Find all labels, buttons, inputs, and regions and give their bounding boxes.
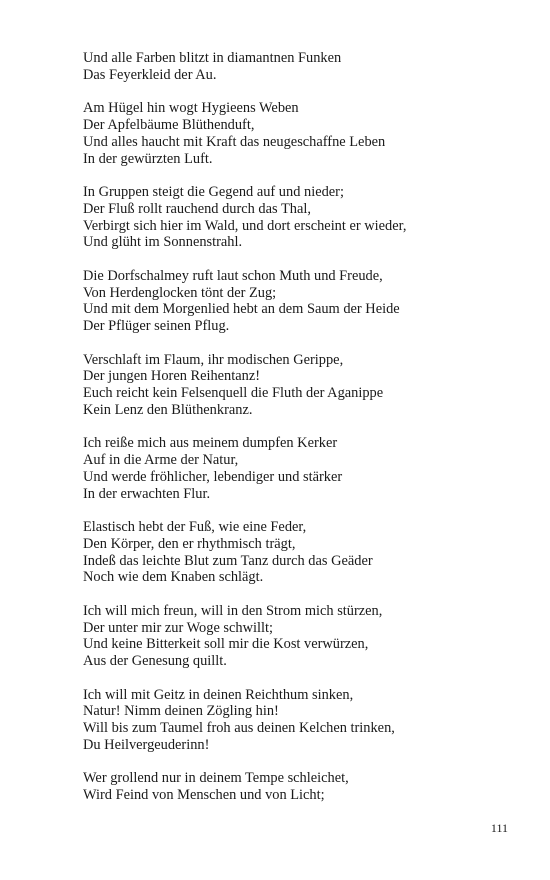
- stanza-2: [83, 100, 523, 167]
- poem-line: Natur! Nimm deinen Zögling hin!: [83, 703, 279, 720]
- poem-line: Kein Lenz den Blüthenkranz.: [83, 401, 253, 418]
- stanza-6: [83, 435, 523, 502]
- stanza-10: [83, 770, 523, 804]
- poem-line: Verschlaft im Flaum, ihr modischen Gerippe,: [83, 351, 344, 368]
- poem-line: Der Apfelbäume Blüthenduft,: [83, 116, 255, 133]
- poem-line: Und alles haucht mit Kraft das neugeschaffne Leben: [83, 133, 386, 150]
- poem-line: Auf in die Arme der Natur,: [83, 452, 239, 469]
- poem-line: Verbirgt sich hier im Wald, und dort erscheint er wieder,: [83, 217, 407, 234]
- poem-line: Der Pflüger seinen Pflug.: [83, 318, 230, 335]
- poem-line: Und keine Bitterkeit soll mir die Kost verwürzen,: [83, 636, 369, 653]
- stanza-1: [83, 50, 523, 84]
- poem-line: Ich reiße mich aus meinem dumpfen Kerker: [83, 435, 338, 452]
- poem-line: Von Herdenglocken tönt der Zug;: [83, 284, 277, 301]
- poem-line: Will bis zum Taumel froh aus deinen Kelchen trinken,: [83, 720, 395, 737]
- poem-line: Ich will mich freun, will in den Strom mich stürzen,: [83, 602, 383, 619]
- poem-line: Ich will mit Geitz in deinen Reichthum sinken,: [83, 686, 354, 703]
- poem-line: Und werde fröhlicher, lebendiger und stärker: [83, 468, 343, 485]
- poem-line: Der jungen Horen Reihentanz!: [83, 368, 261, 385]
- poem-line: Der Fluß rollt rauchend durch das Thal,: [83, 200, 311, 217]
- poem-line: Wird Feind von Menschen und von Licht;: [83, 787, 325, 804]
- stanza-9: [83, 687, 523, 754]
- stanza-3: [83, 184, 523, 251]
- poem-line: Aus der Genesung quillt.: [83, 653, 227, 670]
- poem-line: In der erwachten Flur.: [83, 485, 211, 502]
- poem-line: Indeß das leichte Blut zum Tanz durch das Geäder: [83, 552, 373, 569]
- poem-text: [83, 50, 523, 821]
- poem-line: Noch wie dem Knaben schlägt.: [83, 569, 264, 586]
- poem-line: Wer grollend nur in deinem Tempe schleichet,: [83, 770, 349, 787]
- poem-line: Und mit dem Morgenlied hebt an dem Saum der Heide: [83, 301, 400, 318]
- poem-line: In Gruppen steigt die Gegend auf und nieder;: [83, 183, 344, 200]
- poem-line: Und alle Farben blitzt in diamantnen Funken: [83, 50, 342, 66]
- poem-line: Der unter mir zur Woge schwillt;: [83, 619, 274, 636]
- page-number: 111: [490, 821, 508, 835]
- poem-line: In der gewürzten Luft.: [83, 150, 213, 167]
- poem-line: Das Feyerkleid der Au.: [83, 66, 217, 83]
- poem-line: Und glüht im Sonnenstrahl.: [83, 234, 243, 251]
- stanza-4: [83, 268, 523, 335]
- stanza-8: [83, 603, 523, 670]
- poem-line: Elastisch hebt der Fuß, wie eine Feder,: [83, 519, 307, 536]
- poem-line: Die Dorfschalmey ruft laut schon Muth und Freude,: [83, 267, 383, 284]
- stanza-5: [83, 352, 523, 419]
- stanza-7: [83, 519, 523, 586]
- poem-line: Den Körper, den er rhythmisch trägt,: [83, 535, 296, 552]
- poem-line: Euch reicht kein Felsenquell die Fluth der Aganippe: [83, 385, 384, 402]
- poem-line: Am Hügel hin wogt Hygieens Weben: [83, 100, 299, 117]
- poem-line: Du Heilvergeuderinn!: [83, 737, 210, 754]
